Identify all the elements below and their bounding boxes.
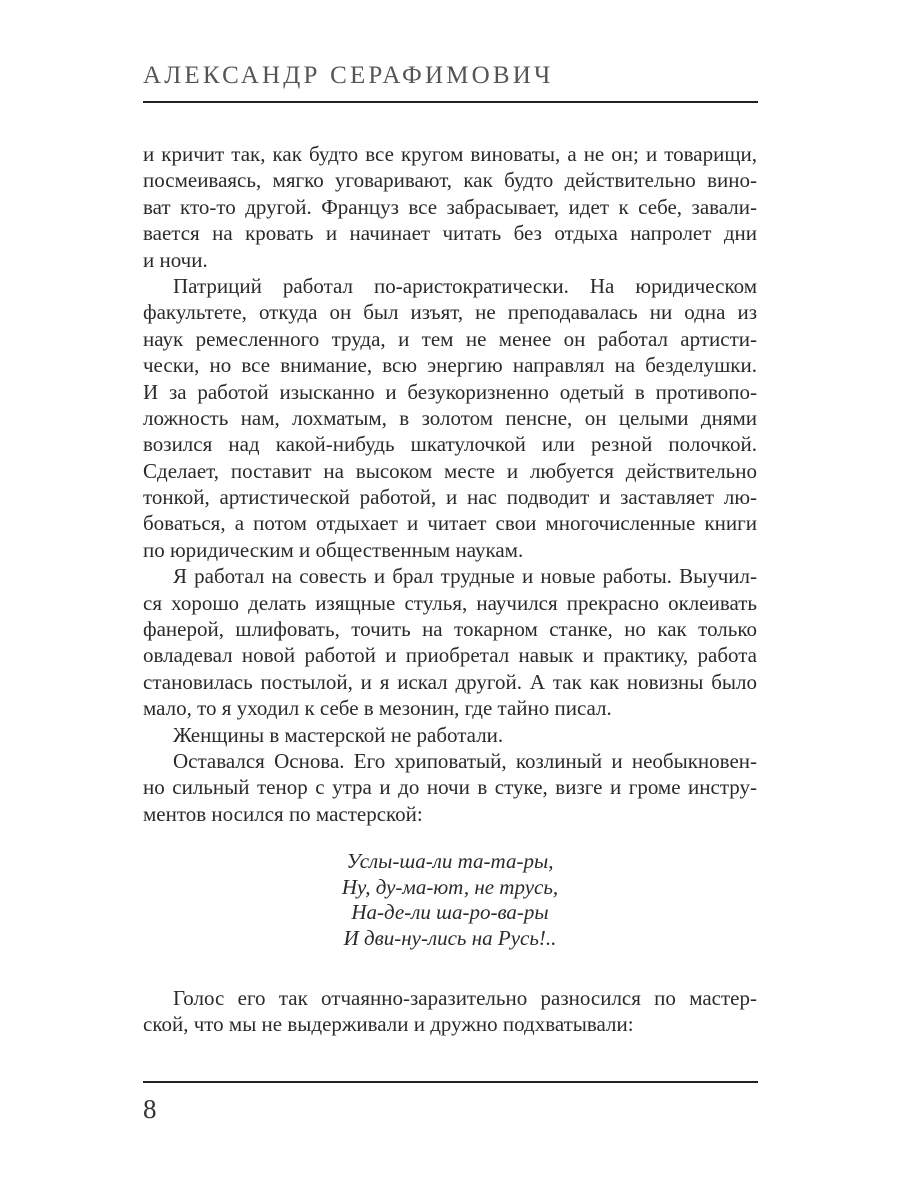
text-line: Патриций работал по-аристократически. На юридическом bbox=[173, 273, 757, 298]
text-line: ментов носился по мастерской: bbox=[143, 801, 423, 826]
text-line: Я работал на совесть и брал трудные и новые работы. Выучил- bbox=[173, 564, 757, 589]
closing-paragraph bbox=[143, 985, 757, 1038]
text-line: вается на кровать и начинает читать без отдыха напролет дни bbox=[143, 221, 757, 246]
text-line: факультете, откуда он был изъят, не преподавалась ни одна из bbox=[143, 300, 757, 325]
song-verse bbox=[143, 849, 757, 951]
verse-line: На-де-ли ша-ро-ва-ры bbox=[351, 900, 549, 924]
text-line: и ночи. bbox=[143, 247, 208, 272]
body-text bbox=[143, 141, 757, 827]
text-line: овладевал новой работой и приобретал навык и практику, работа bbox=[143, 643, 757, 668]
header-rule bbox=[143, 101, 758, 103]
paragraph bbox=[143, 563, 757, 721]
text-line: ват кто-то другой. Француз все забрасывает, идет к себе, завали- bbox=[143, 194, 757, 219]
paragraph bbox=[143, 985, 757, 1038]
text-line: посмеиваясь, мягко уговаривают, как будто действительно вино- bbox=[143, 168, 757, 193]
text-line: ложность нам, лохматым, в золотом пенсне, он целыми днями bbox=[143, 405, 757, 430]
text-line: тонкой, артистической работой, и нас подводит и заставляет лю- bbox=[143, 485, 757, 510]
text-line: и кричит так, как будто все кругом виноваты, а не он; и товарищи, bbox=[143, 142, 757, 166]
paragraph bbox=[143, 141, 757, 273]
text-line: возился над какой-нибудь шкатулочкой или резной полочкой. bbox=[143, 432, 757, 457]
text-line: Женщины в мастерской не работали. bbox=[173, 722, 504, 747]
text-line: чески, но все внимание, всю энергию направлял на безделушки. bbox=[143, 353, 757, 378]
text-line: наук ремесленного труда, и тем не менее он работал артисти- bbox=[143, 326, 757, 351]
text-line: И за работой изысканно и безукоризненно одетый в противопо- bbox=[143, 379, 757, 404]
text-line: боваться, а потом отдыхает и читает свои многочисленные книги bbox=[143, 511, 757, 536]
paragraph bbox=[143, 722, 757, 748]
text-line: становилась постылой, и я искал другой. А так как новизны было bbox=[143, 669, 757, 694]
verse-line: Ну, ду-ма-ют, не трусь, bbox=[341, 874, 559, 899]
verse-line: И дви-ну-лись на Русь!.. bbox=[343, 925, 557, 950]
page-number: 8 bbox=[143, 1094, 157, 1124]
text-line: фанерой, шлифовать, точить на токарном станке, но как только bbox=[143, 617, 757, 642]
paragraph bbox=[143, 748, 757, 827]
text-line: ской, что мы не выдерживали и дружно подхватывали: bbox=[143, 1012, 634, 1037]
verse-line: Услы-ша-ли та-та-ры, bbox=[346, 849, 554, 873]
text-line: Сделает, поставит на высоком месте и любуется действительно bbox=[143, 458, 757, 483]
text-line: Оставался Основа. Его хриповатый, козлиный и необыкновен- bbox=[173, 748, 757, 773]
footer-rule bbox=[143, 1081, 758, 1083]
text-line: мало, то я уходил к себе в мезонин, где тайно писал. bbox=[143, 696, 612, 721]
text-line: но сильный тенор с утра и до ночи в стуке, визге и громе инстру- bbox=[143, 775, 757, 800]
text-line: ся хорошо делать изящные стулья, научился прекрасно оклеивать bbox=[143, 590, 757, 615]
text-line: Голос его так отчаянно-заразительно разносился по мастер- bbox=[173, 986, 757, 1010]
text-line: по юридическим и общественным наукам. bbox=[143, 537, 524, 562]
running-head-author: АЛЕКСАНДР СЕРАФИМОВИЧ bbox=[143, 62, 554, 89]
paragraph bbox=[143, 273, 757, 563]
